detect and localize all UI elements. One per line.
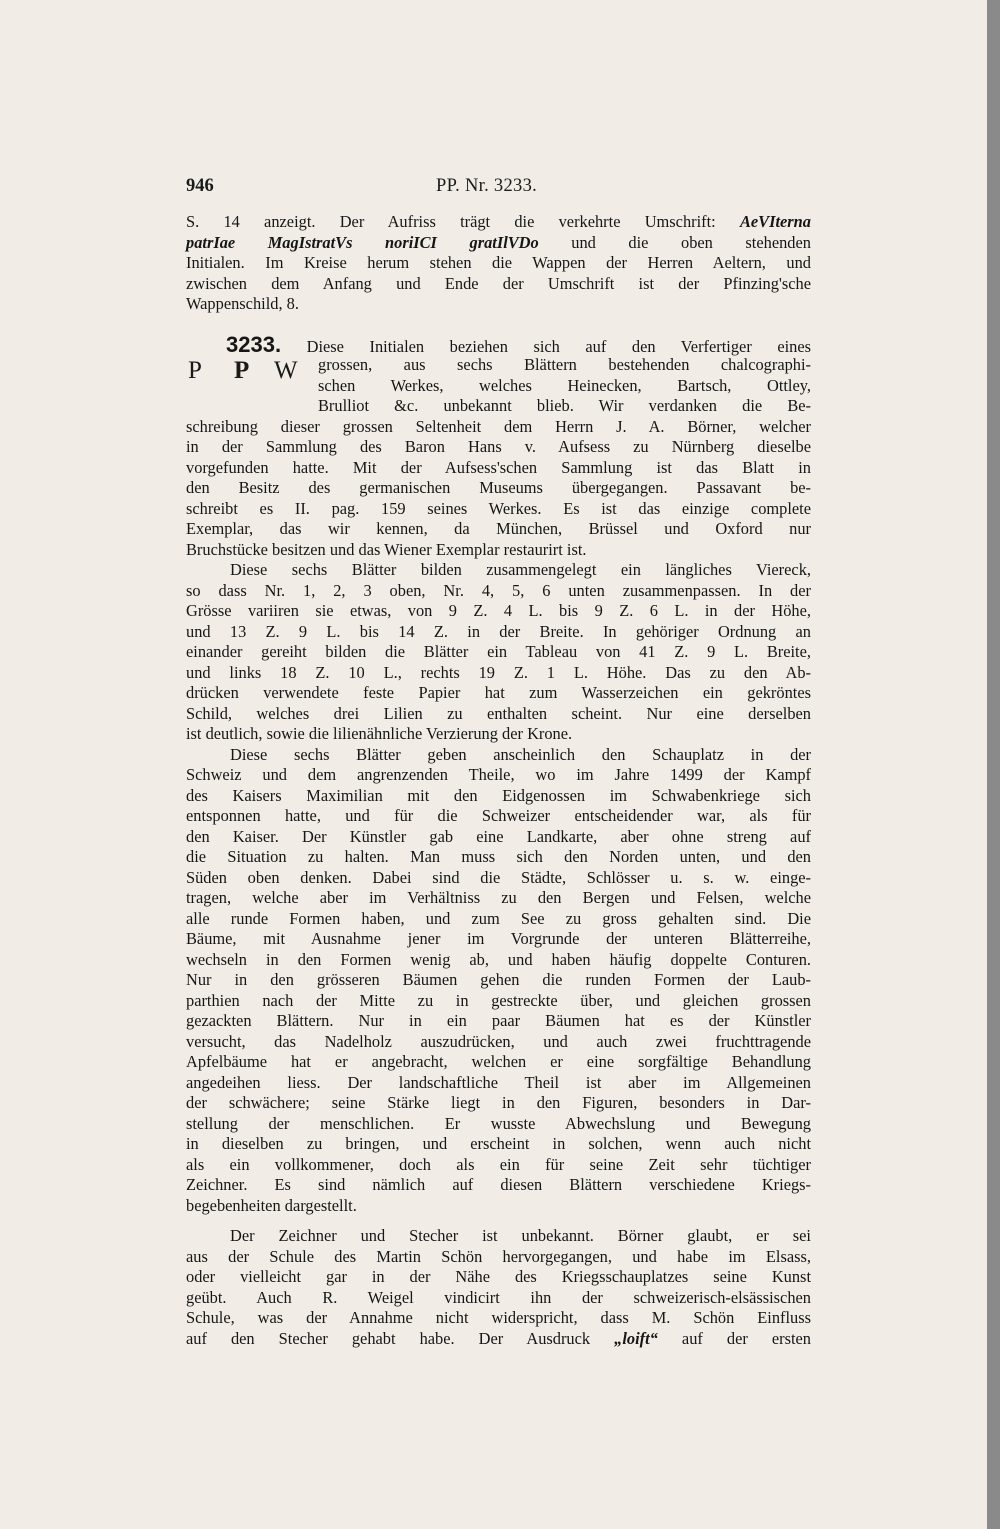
- text-line: versucht, das Nadelholz auszudrücken, und auch zwei fruchttragende: [186, 1031, 811, 1051]
- text-line: entsponnen hatte, und für die Schweizer entscheidender war, als für: [186, 806, 811, 825]
- text-line: Diese sechs Blätter geben anscheinlich den Schauplatz in der: [230, 744, 811, 764]
- text-line: begebenheiten dargestellt.: [186, 1195, 357, 1215]
- text-line: schreibung dieser grossen Seltenheit dem Herrn J. A. Börner, welcher: [186, 416, 811, 436]
- text-line: des Kaisers Maximilian mit den Eidgenossen im Schwabenkriege sich: [186, 785, 811, 805]
- text-line: Schild, welches drei Lilien zu enthalten scheint. Nur eine derselben: [186, 703, 811, 723]
- text-line: wechseln in den Formen wenig ab, und haben häufig doppelte Conturen.: [186, 949, 811, 969]
- running-title: PP. Nr. 3233.: [436, 176, 538, 196]
- text-line: angedeihen liess. Der landschaftliche Theil ist aber im Allgemeinen: [186, 1072, 811, 1092]
- text-line: patrIae MagIstratVs noriICI gratIlVDo und die oben stehenden: [186, 232, 811, 252]
- text-line: schreibt es II. pag. 159 seines Werkes. Es ist das einzige complete: [186, 498, 811, 518]
- page-number: 946: [186, 176, 214, 196]
- text-line: Bäume, mit Ausnahme jener im Vorgrunde der unteren Blätterreihe,: [186, 929, 811, 948]
- initial-letter: P: [188, 356, 202, 384]
- text-line: Brulliot &c. unbekannt blieb. Wir verdanken die Be-: [318, 396, 811, 415]
- text-line: der schwächere; seine Stärke liegt in den Figuren, besonders in Dar-: [186, 1093, 811, 1112]
- inscription-part: AeVIterna: [739, 212, 811, 231]
- text-line: Apfelbäume hat er angebracht, welchen er eine sorgfältige Behandlung: [186, 1052, 811, 1071]
- running-header: [186, 176, 811, 198]
- quoted-term: „loift“: [614, 1328, 658, 1348]
- text-line: die Situation zu halten. Man muss sich den Norden unten, und den: [186, 847, 811, 866]
- text-line: ist deutlich, sowie die lilienähnliche Verzierung der Krone.: [186, 724, 573, 743]
- monogram-initials: [188, 356, 318, 405]
- text-line: den Kaiser. Der Künstler gab eine Landkarte, aber ohne streng auf: [186, 826, 811, 846]
- text-line: Initialen. Im Kreise herum stehen die Wappen der Herren Aeltern, und: [186, 253, 811, 272]
- text-line: und links 18 Z. 10 L., rechts 19 Z. 1 L. Höhe. Das zu den Ab-: [186, 662, 811, 682]
- paragraph: [186, 560, 811, 745]
- text-line: Süden oben denken. Dabei sind die Städte, Schlösser u. s. w. einge-: [186, 867, 811, 887]
- initial-letter: W: [274, 356, 298, 384]
- text-line: so dass Nr. 1, 2, 3 oben, Nr. 4, 5, 6 unten zusammenpassen. In der: [186, 580, 811, 600]
- text-line: parthien nach der Mitte zu in gestreckte über, und gleichen grossen: [186, 990, 811, 1010]
- text-line: S. 14 anzeigt. Der Aufriss trägt die verkehrte Umschrift: AeVIterna: [186, 212, 811, 231]
- paragraph: [186, 745, 811, 1217]
- text-line: alle runde Formen haben, und zum See zu gross gehalten sind. Die: [186, 908, 811, 928]
- text-line: Schule, was der Annahme nicht widerspricht, dass M. Schön Einfluss: [186, 1308, 811, 1327]
- text-line: Wappenschild, 8.: [186, 294, 299, 313]
- text-line: schen Werkes, welches Heinecken, Bartsch, Ottley,: [318, 375, 811, 395]
- text-line: Exemplar, das wir kennen, da München, Brüssel und Oxford nur: [186, 519, 811, 538]
- text-line: geübt. Auch R. Weigel vindicirt ihn der schweizerisch-elsässischen: [186, 1287, 811, 1307]
- text-line: drücken verwendete feste Papier hat zum Wasserzeichen ein gekröntes: [186, 683, 811, 702]
- text-line: als ein vollkommener, doch als ein für seine Zeit sehr tüchtiger: [186, 1154, 811, 1174]
- text-line: auf den Stecher gehabt habe. Der Ausdruck „loift“ auf der ersten: [186, 1328, 811, 1348]
- text-line: Der Zeichner und Stecher ist unbekannt. Börner glaubt, er sei: [230, 1226, 811, 1245]
- text-line: stellung der menschlichen. Er wusste Abwechslung und Bewegung: [186, 1113, 811, 1133]
- paragraph-continuation: [186, 212, 811, 315]
- text-line: oder vielleicht gar in der Nähe des Kriegsschauplatzes seine Kunst: [186, 1267, 811, 1286]
- text-line: und 13 Z. 9 L. bis 14 Z. in der Breite. In gehöriger Ordnung an: [186, 621, 811, 641]
- text-line: Grösse variiren sie etwas, von 9 Z. 4 L. bis 9 Z. 6 L. in der Höhe,: [186, 601, 811, 620]
- text-line: Zeichner. Es sind nämlich auf diesen Blättern verschiedene Kriegs-: [186, 1175, 811, 1194]
- text-line: Schweiz und dem angrenzenden Theile, wo im Jahre 1499 der Kampf: [186, 765, 811, 784]
- initial-letter: P: [234, 356, 250, 384]
- inscription-part: patrIae MagIstratVs noriICI gratIlVDo: [186, 232, 539, 252]
- text-line: gezackten Blättern. Nur in ein paar Bäumen hat es der Künstler: [186, 1011, 811, 1030]
- text-line: grossen, aus sechs Blättern bestehenden chalcographi-: [318, 355, 811, 374]
- text-line: in der Sammlung des Baron Hans v. Aufsess zu Nürnberg dieselbe: [186, 437, 811, 456]
- text-line: Bruchstücke besitzen und das Wiener Exemplar restaurirt ist.: [186, 539, 587, 559]
- text-line: Nur in den grösseren Bäumen gehen die runden Formen der Laub-: [186, 970, 811, 989]
- text-line: einander gereiht bilden die Blätter ein Tableau von 41 Z. 9 L. Breite,: [186, 642, 811, 661]
- page-edge: [987, 0, 1000, 1529]
- text-line: tragen, welche aber im Verhältniss zu den Bergen und Felsen, welche: [186, 888, 811, 907]
- body-text: [186, 212, 811, 1349]
- text-line: vorgefunden hatte. Mit der Aufsess'schen Sammlung ist das Blatt in: [186, 457, 811, 477]
- catalogue-entry: [186, 331, 811, 561]
- text-line: 3233. Diese Initialen beziehen sich auf den Verfertiger eines: [226, 331, 811, 357]
- text-line: den Besitz des germanischen Museums übergegangen. Passavant be-: [186, 478, 811, 497]
- paragraph: [186, 1226, 811, 1349]
- text-line: zwischen dem Anfang und Ende der Umschrift ist der Pfinzing'sche: [186, 273, 811, 293]
- text-line: aus der Schule des Martin Schön hervorgegangen, und habe im Elsass,: [186, 1246, 811, 1266]
- text-line: Diese sechs Blätter bilden zusammengelegt ein längliches Viereck,: [230, 560, 811, 579]
- entry-number: 3233.: [226, 331, 282, 357]
- text-line: in dieselben zu bringen, und erscheint in solchen, wenn auch nicht: [186, 1134, 811, 1153]
